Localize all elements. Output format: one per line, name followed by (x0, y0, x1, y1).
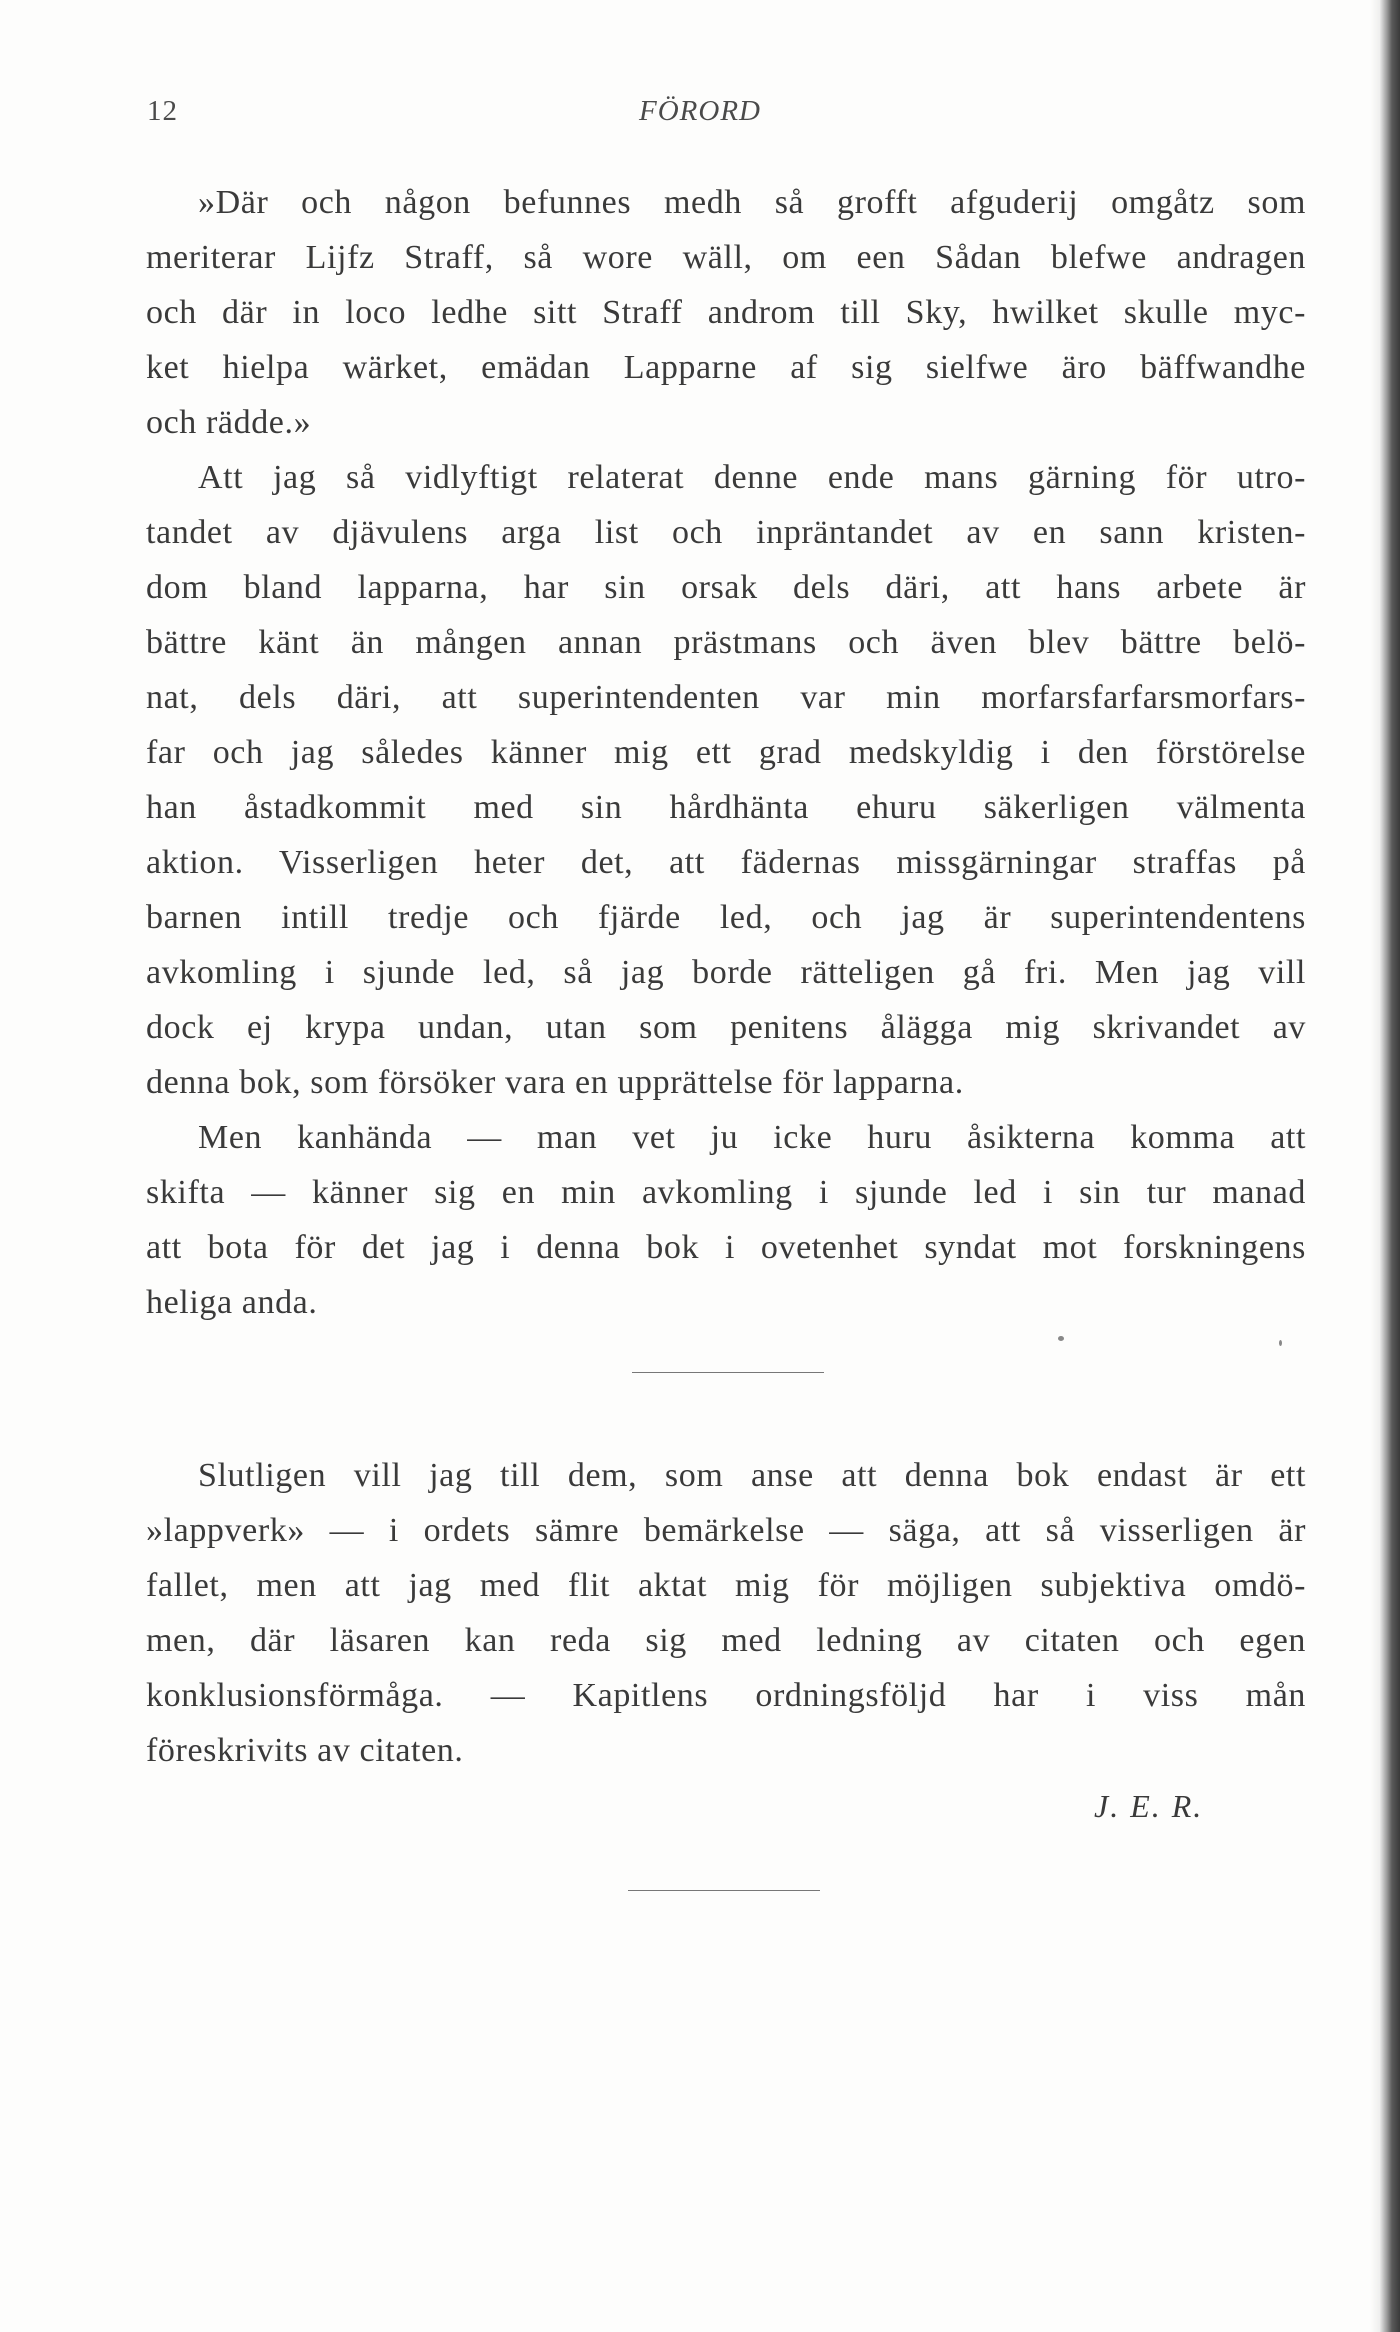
text-line: bättre känt än mången annan prästmans och även blev bättre belö- (146, 624, 1306, 661)
text-line: meriterar Lijfz Straff, så wore wäll, om een Sådan blefwe andragen (146, 239, 1306, 276)
text-line: och där in loco ledhe sitt Straff androm till Sky, hwilket skulle myc- (146, 294, 1306, 331)
binding-shadow (1370, 0, 1380, 2332)
text-line: far och jag således känner mig ett grad medskyldig i den förstörelse (146, 734, 1306, 771)
text-line: aktion. Visserligen heter det, att fädernas missgärningar straffas på (146, 844, 1306, 881)
text-line: att bota för det jag i denna bok i ovetenhet syndat mot forskningens (146, 1229, 1306, 1266)
text-line: dock ej krypa undan, utan som penitens ålägga mig skrivandet av (146, 1009, 1306, 1046)
text-line: »lappverk» — i ordets sämre bemärkelse — säga, att så visserligen är (146, 1512, 1306, 1549)
text-line: denna bok, som försöker vara en upprättelse för lapparna. (146, 1064, 964, 1101)
end-divider (628, 1890, 820, 1891)
page-number: 12 (147, 95, 178, 127)
ink-speck (1279, 1340, 1282, 1346)
text-line: avkomling i sjunde led, så jag borde rätteligen gå fri. Men jag vill (146, 954, 1306, 991)
text-line: han åstadkommit med sin hårdhänta ehuru säkerligen välmenta (146, 789, 1306, 826)
text-line: Att jag så vidlyftigt relaterat denne ende mans gärning för utro- (198, 459, 1306, 496)
text-line: »Där och någon befunnes medh så grofft afguderij omgåtz som (198, 184, 1306, 221)
text-line: heliga anda. (146, 1284, 318, 1321)
author-signature: J. E. R. (1094, 1788, 1204, 1824)
text-line: barnen intill tredje och fjärde led, och jag är superintendentens (146, 899, 1306, 936)
section-divider (632, 1372, 824, 1373)
text-line: nat, dels däri, att superintendenten var min morfarsfarfarsmorfars- (146, 679, 1306, 716)
text-line: och rädde.» (146, 404, 312, 441)
page-edge (1380, 0, 1400, 2332)
text-line: fallet, men att jag med flit aktat mig för möjligen subjektiva omdö- (146, 1567, 1306, 1604)
text-line: tandet av djävulens arga list och inpräntandet av en sann kristen- (146, 514, 1306, 551)
ink-speck (1058, 1336, 1064, 1341)
text-line: konklusionsförmåga. — Kapitlens ordningsföljd har i viss mån (146, 1677, 1306, 1714)
text-line: men, där läsaren kan reda sig med ledning av citaten och egen (146, 1622, 1306, 1659)
text-line: föreskrivits av citaten. (146, 1732, 464, 1769)
text-line: skifta — känner sig en min avkomling i sjunde led i sin tur manad (146, 1174, 1306, 1211)
text-line: ket hielpa wärket, emädan Lapparne af sig sielfwe äro bäffwandhe (146, 349, 1306, 386)
text-line: Slutligen vill jag till dem, som anse att denna bok endast är ett (198, 1457, 1306, 1494)
text-line: Men kanhända — man vet ju icke huru åsikterna komma att (198, 1119, 1306, 1156)
running-head: FÖRORD (639, 95, 761, 127)
text-line: dom bland lapparna, har sin orsak dels däri, att hans arbete är (146, 569, 1306, 606)
